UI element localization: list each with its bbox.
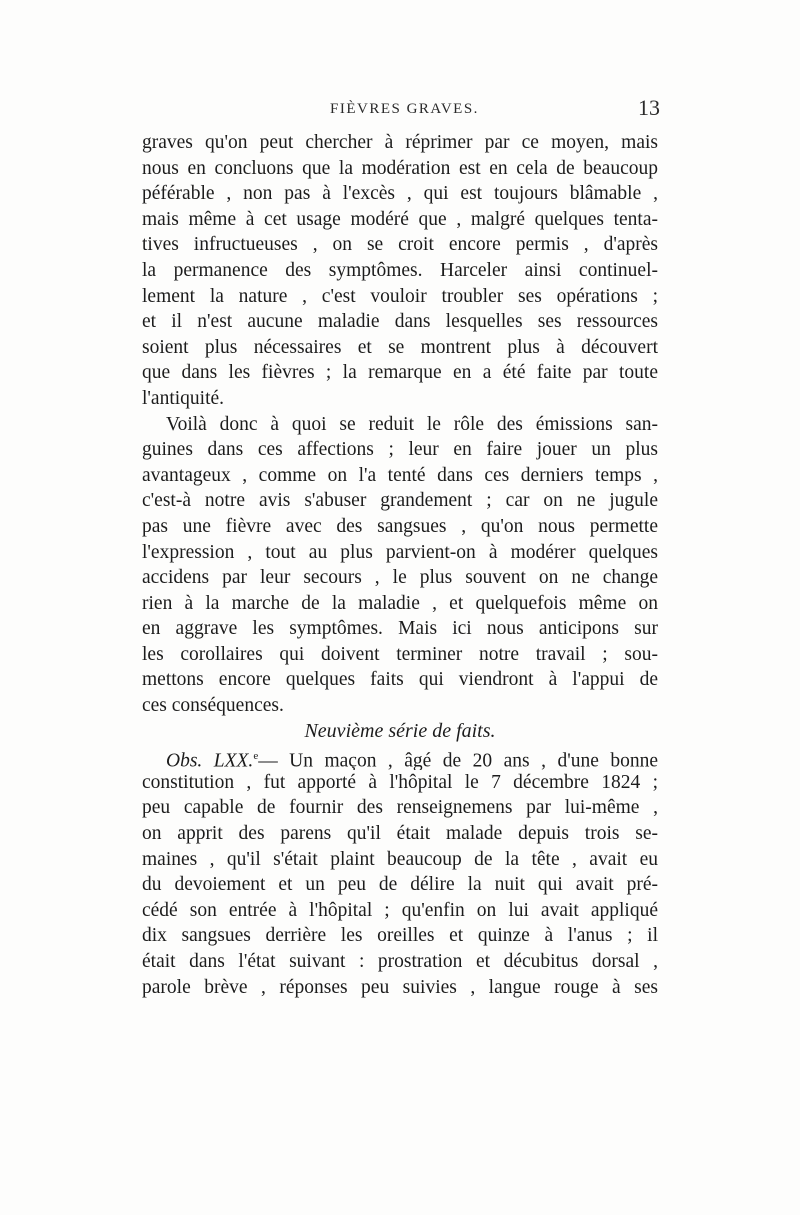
paragraph-1 — [142, 130, 658, 412]
running-head: FIÈVRES GRAVES. — [330, 101, 479, 117]
text-line: pas une fièvre avec des sangsues , qu'on nous permette — [142, 515, 658, 537]
text-line: on apprit des parens qu'il était malade depuis trois se- — [142, 823, 658, 845]
text-line: les corollaires qui doivent terminer notre travail ; sou- — [142, 643, 658, 665]
text-line: rien à la marche de la maladie , et quelquefois même on — [142, 592, 658, 614]
section-heading: Neuvième série de faits. — [304, 719, 496, 742]
text-line: guines dans ces affections ; leur en faire jouer un plus — [142, 439, 658, 461]
text-line: peu capable de fournir des renseignemens par lui-même , — [142, 797, 658, 819]
text-line: que dans les fièvres ; la remarque en a été faite par toute — [142, 362, 658, 384]
text-line: ces conséquences. — [142, 695, 284, 717]
text-line: constitution , fut apporté à l'hôpital le 7 décembre 1824 ; — [142, 771, 658, 793]
observation-label-suffix: e — [253, 750, 259, 763]
text-line: parole brève , réponses peu suivies , langue rouge à ses — [142, 976, 658, 998]
observation-label: Obs. LXX. — [166, 750, 254, 770]
text-line: mettons encore quelques faits qui viendront à l'appui de — [142, 669, 658, 691]
page-number: 13 — [638, 95, 660, 120]
text-line: avantageux , comme on l'a tenté dans ces derniers temps , — [142, 464, 658, 486]
text-line: péférable , non pas à l'excès , qui est toujours blâmable , — [142, 183, 658, 205]
text-line: l'antiquité. — [142, 387, 225, 409]
paragraph-2 — [142, 412, 658, 719]
text-line: dix sangsues derrière les oreilles et quinze à l'anus ; il — [142, 925, 658, 947]
text-line: maines , qu'il s'était plaint beaucoup de la tête , avait eu — [142, 848, 658, 870]
text-line: en aggrave les symptômes. Mais ici nous anticipons sur — [142, 618, 658, 640]
text-line: la permanence des symptômes. Harceler ainsi continuel- — [142, 259, 658, 281]
text-line: Voilà donc à quoi se reduit le rôle des émissions san- — [166, 413, 658, 435]
text-line: l'expression , tout au plus parvient-on à modérer quelques — [142, 541, 658, 563]
text-line: du devoiement et un peu de délire la nuit qui avait pré- — [142, 874, 658, 896]
text-line: soient plus nécessaires et se montrent plus à découvert — [142, 336, 658, 358]
observation-first-line-text: — Un maçon , âgé de 20 ans , d'une bonne — [258, 750, 658, 770]
text-line: était dans l'état suivant : prostration et décubitus dorsal , — [142, 951, 658, 972]
text-line: accidens par leur secours , le plus souvent on ne change — [142, 567, 658, 589]
text-line: graves qu'on peut chercher à réprimer par ce moyen, mais — [142, 132, 658, 153]
text-line: c'est-à notre avis s'abuser grandement ; car on ne jugule — [142, 490, 658, 512]
observation-first-line — [142, 744, 658, 770]
text-line: cédé son entrée à l'hôpital ; qu'enfin on lui avait appliqué — [142, 899, 658, 921]
observation-paragraph — [142, 744, 658, 1000]
text-line: et il n'est aucune maladie dans lesquelles ses ressources — [142, 311, 658, 333]
text-line: mais même à cet usage modéré que , malgré quelques tenta- — [142, 208, 658, 230]
text-line: lement la nature , c'est vouloir troubler ses opérations ; — [142, 285, 658, 307]
text-line: tives infructueuses , on se croit encore permis , d'après — [142, 234, 658, 256]
page-header — [140, 95, 660, 125]
text-line: nous en concluons que la modération est en cela de beaucoup — [142, 157, 658, 179]
body-text — [142, 130, 658, 1000]
